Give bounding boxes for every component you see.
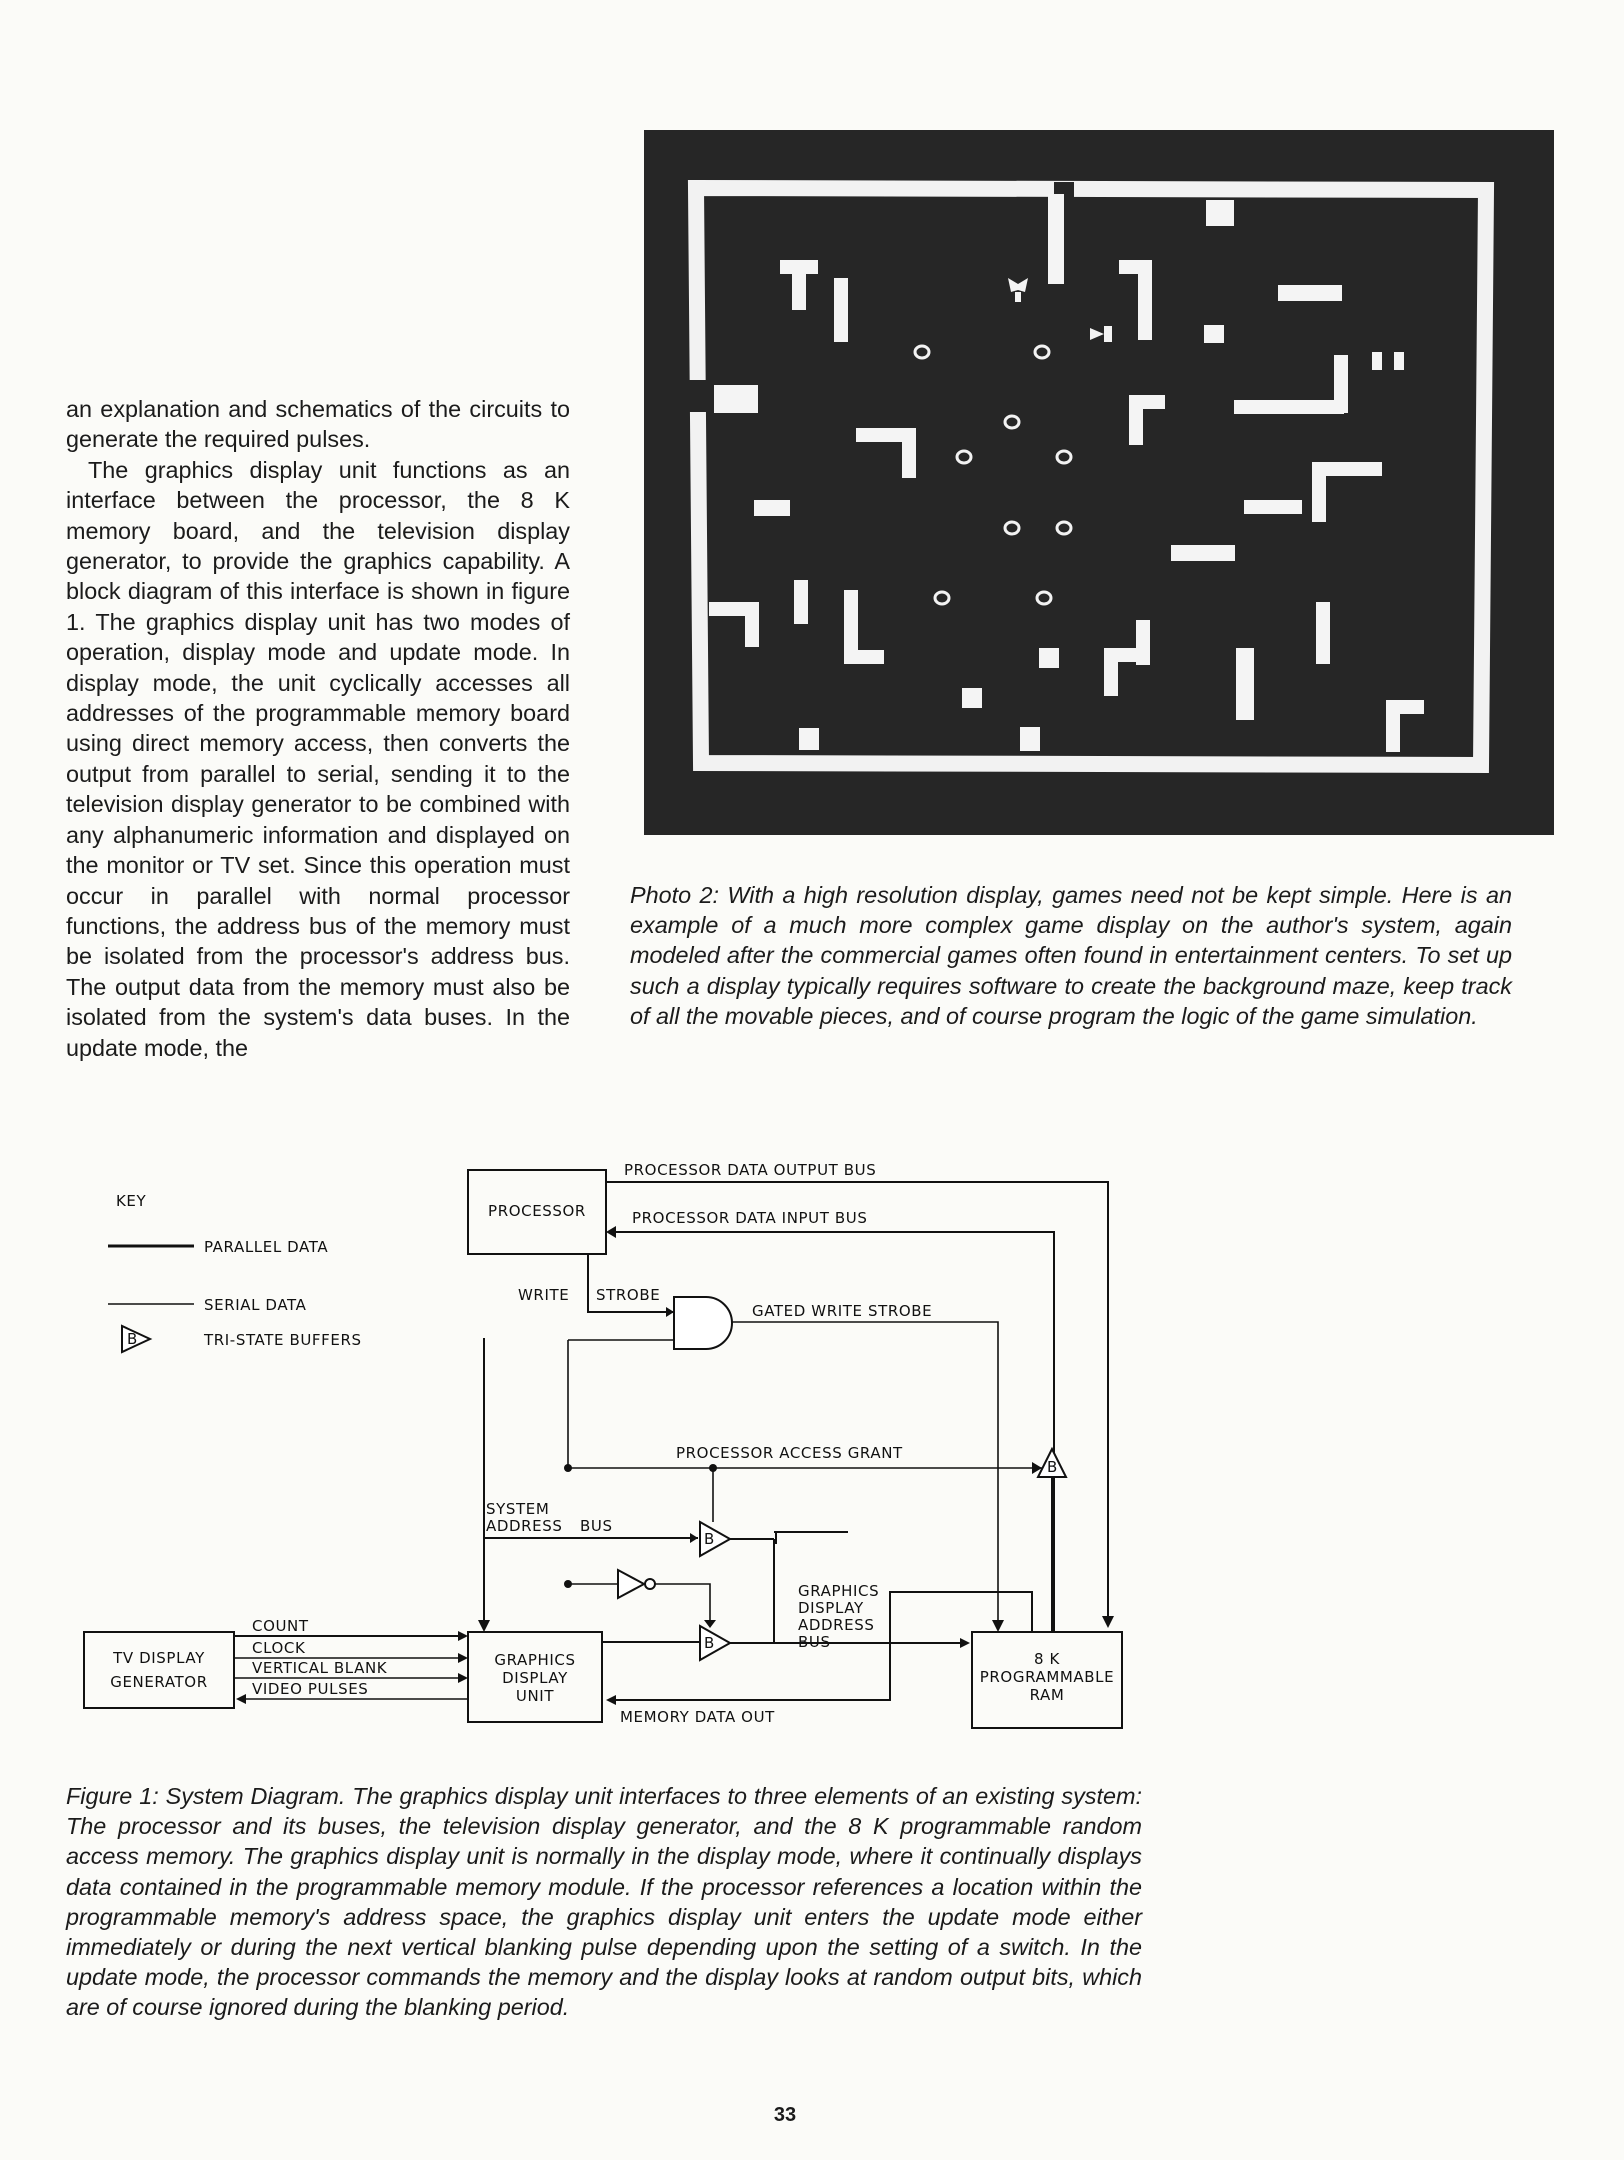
key-parallel-data: PARALLEL DATA [204, 1238, 329, 1256]
graphics-address-bus-line-4: BUS [798, 1633, 831, 1651]
processor-access-grant-label: PROCESSOR ACCESS GRANT [676, 1444, 903, 1462]
body-paragraph-2: The graphics display unit functions as an interface between the processor, the 8 K memory board, and the television display generator, to provide the graphics capability. A block diagram of this interface is shown in figure 1. The graphics display unit has two modes of operation, display mode and update mode. In display mode, the unit cyclically accesses all addresses of the programmable memory board using direct memory access, then converts the output from parallel to serial, sending it to the television display generator to be combined with any alphanumeric information and displayed on the monitor or TV set. Since this operation must occur in parallel with normal processor functions, the address bus of the memory must be isolated from the processor's address bus. The output data from the memory must also be isolated from the system's data buses. In the update mode, the [66, 456, 570, 1061]
write-label: WRITE [518, 1286, 570, 1304]
ram-line-3: RAM [1029, 1686, 1065, 1704]
buffer-b-label-2: B [704, 1634, 715, 1652]
graphics-display-unit-line-3: UNIT [515, 1687, 555, 1705]
memory-data-out-label: MEMORY DATA OUT [620, 1708, 775, 1726]
body-paragraph-1: an explanation and schematics of the circuits to generate the required pulses. [66, 396, 570, 453]
page-number: 33 [773, 2104, 797, 2126]
processor-data-output-bus-label: PROCESSOR DATA OUTPUT BUS [624, 1161, 877, 1179]
graphics-address-bus-line-3: ADDRESS [798, 1616, 875, 1634]
key-buffer-symbol: B [127, 1330, 138, 1348]
count-label: COUNT [252, 1617, 309, 1635]
body-text-column [66, 394, 570, 1063]
tv-display-generator-line-1: TV DISPLAY [113, 1649, 205, 1667]
system-diagram [70, 1152, 1130, 1757]
system-address-label-line-2: ADDRESS [486, 1517, 563, 1535]
buffer-b-label-3: B [1047, 1458, 1058, 1476]
clock-label: CLOCK [252, 1639, 306, 1657]
vertical-blank-label: VERTICAL BLANK [252, 1659, 388, 1677]
graphics-display-unit-line-1: GRAPHICS [494, 1651, 576, 1669]
gated-write-strobe-label: GATED WRITE STROBE [752, 1302, 933, 1320]
graphics-address-bus-line-1: GRAPHICS [798, 1582, 880, 1600]
system-bus-label: BUS [580, 1517, 613, 1535]
key-serial-data: SERIAL DATA [204, 1296, 307, 1314]
ram-line-1: 8 K [1034, 1650, 1060, 1668]
strobe-label: STROBE [596, 1286, 661, 1304]
processor-block: PROCESSOR [488, 1202, 586, 1220]
photo-caption: Photo 2: With a high resolution display, games need not be kept simple. Here is an example of a much more complex game display on the author's system, again modeled after the commercial games often found in entertainment centers. To set up such a display typically requires software to create the background maze, keep track of all the movable pieces, and of course program the logic of the game simulation. [630, 882, 1512, 1029]
processor-data-input-bus-label: PROCESSOR DATA INPUT BUS [632, 1209, 868, 1227]
graphics-display-unit-line-2: DISPLAY [502, 1669, 568, 1687]
buffer-b-label-1: B [704, 1530, 715, 1548]
graphics-address-bus-line-2: DISPLAY [798, 1599, 864, 1617]
key-title: KEY [116, 1192, 147, 1210]
system-address-label-line-1: SYSTEM [486, 1500, 550, 1518]
video-pulses-label: VIDEO PULSES [252, 1680, 369, 1698]
game-maze-photo [644, 130, 1554, 835]
ram-line-2: PROGRAMMABLE [979, 1668, 1115, 1686]
key-tri-state-buffers: TRI-STATE BUFFERS [204, 1331, 362, 1349]
figure-caption: Figure 1: System Diagram. The graphics display unit interfaces to three elements of an existing system: The processor and its buses, the television display generator, and the 8 K programmable random access memory. The graphics display unit is normally in the display mode, where it continually displays data contained in the programmable memory module. If the processor references a location within the programmable memory's address space, the graphics display unit enters the update mode either immediately or during the next vertical blanking pulse depending upon the setting of a switch. In the update mode, the processor commands the memory and the display looks at random output bits, which are of course ignored during the blanking period. [66, 1783, 1142, 2021]
tv-display-generator-line-2: GENERATOR [110, 1673, 208, 1691]
